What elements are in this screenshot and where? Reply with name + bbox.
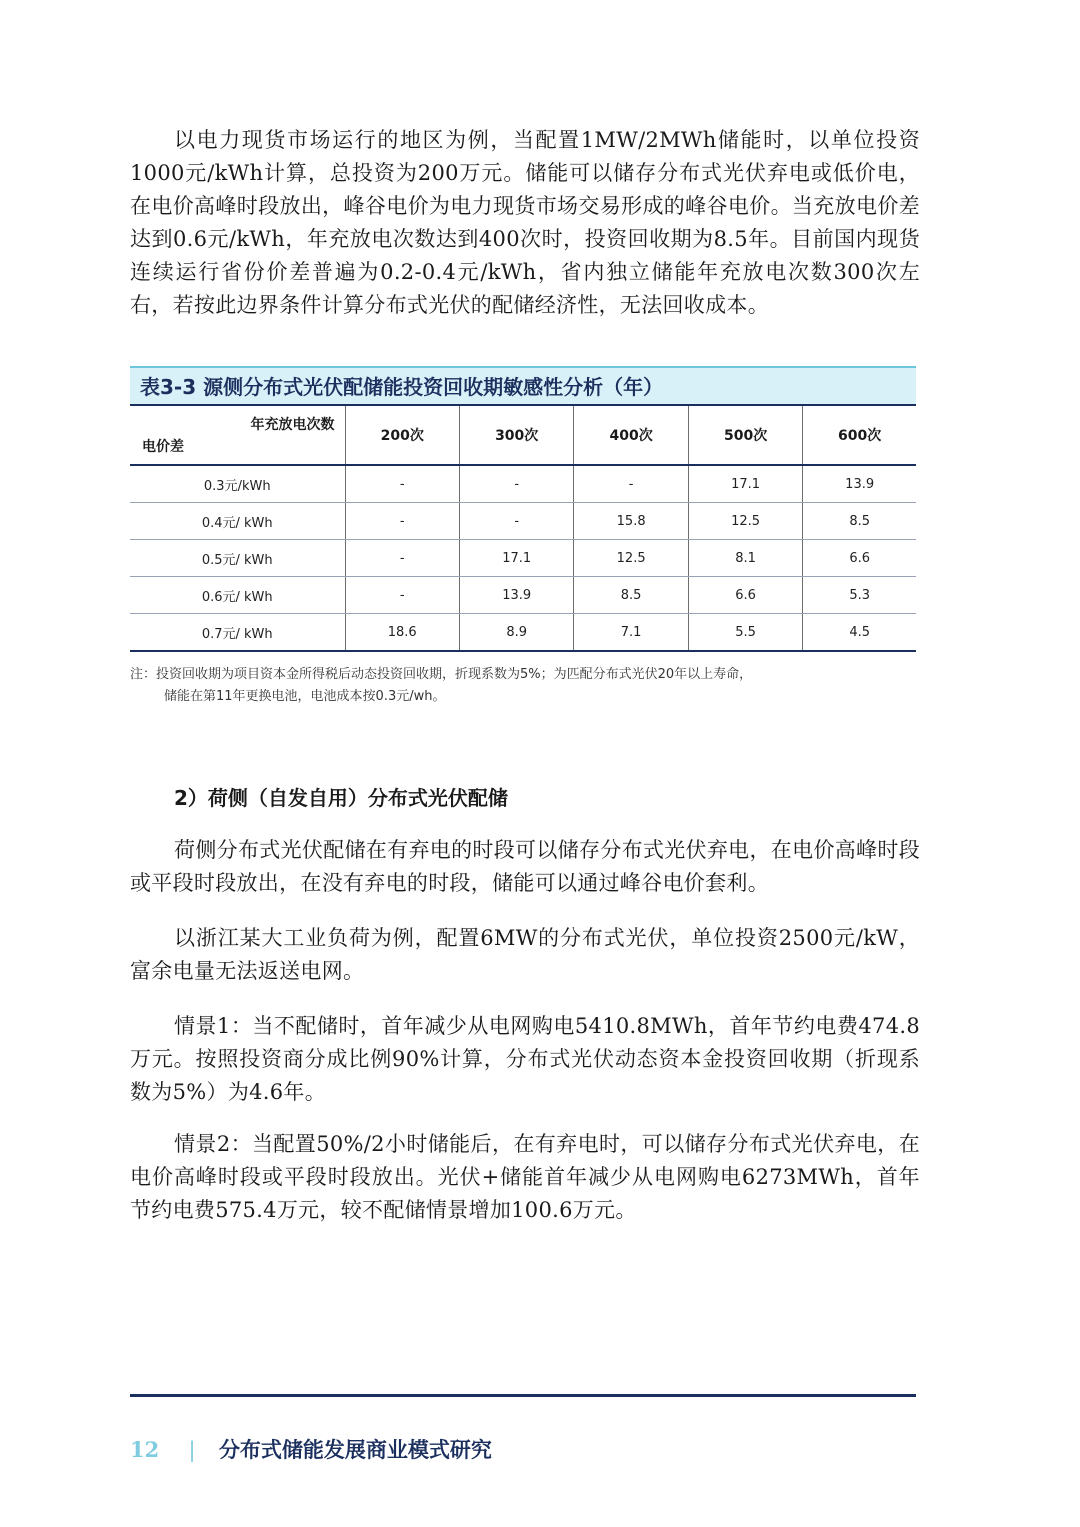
- table-cell: -: [459, 465, 573, 503]
- paragraph-3: 以浙江某大工业负荷为例，配置6MW的分布式光伏，单位投资2500元/kW，富余电量无法返送电网。: [130, 926, 920, 983]
- table-cell: -: [345, 577, 459, 614]
- row-label: 0.7元/ kWh: [130, 614, 345, 652]
- table-cell: 5.5: [688, 614, 802, 652]
- table-cell: -: [574, 465, 688, 503]
- table-cell: 6.6: [688, 577, 802, 614]
- footer-separator: |: [188, 1438, 196, 1462]
- row-label: 0.3元/kWh: [130, 465, 345, 503]
- note-line-1: 注：投资回收期为项目资本金所得税后动态投资回收期，折现系数为5%；为匹配分布式光伏20年以上寿命，: [130, 667, 753, 682]
- table-cell: 8.5: [574, 577, 688, 614]
- table-cell: 17.1: [459, 540, 573, 577]
- table-cell: -: [345, 465, 459, 503]
- note-line-2: 储能在第11年更换电池，电池成本按0.3元/wh。: [164, 689, 446, 704]
- table-row: [130, 577, 916, 614]
- page-number: 12: [130, 1437, 160, 1462]
- table-cell: 6.6: [803, 540, 916, 577]
- column-header: 600次: [803, 405, 916, 465]
- table-row: [130, 503, 916, 540]
- paragraph-2: 荷侧分布式光伏配储在有弃电的时段可以储存分布式光伏弃电，在电价高峰时段或平段时段放出，在没有弃电的时段，储能可以通过峰谷电价套利。: [130, 838, 920, 895]
- table-cell: 8.5: [803, 503, 916, 540]
- corner-left-label: 电价差: [142, 439, 184, 455]
- table-title: 表3-3 源侧分布式光伏配储能投资回收期敏感性分析（年）: [130, 366, 916, 404]
- table-cell: 12.5: [688, 503, 802, 540]
- corner-top-label: 年充放电次数: [250, 417, 335, 433]
- table-cell: 13.9: [459, 577, 573, 614]
- table-cell: 5.3: [803, 577, 916, 614]
- table-cell: -: [459, 503, 573, 540]
- table-cell: 17.1: [688, 465, 802, 503]
- column-header: 300次: [459, 405, 573, 465]
- table-cell: 13.9: [803, 465, 916, 503]
- table-cell: -: [345, 540, 459, 577]
- table-cell: 7.1: [574, 614, 688, 652]
- table-row: [130, 614, 916, 652]
- table-cell: -: [345, 503, 459, 540]
- table-row: [130, 540, 916, 577]
- row-label: 0.5元/ kWh: [130, 540, 345, 577]
- table-cell: 12.5: [574, 540, 688, 577]
- table-cell: 4.5: [803, 614, 916, 652]
- table-row: [130, 465, 916, 503]
- row-label: 0.6元/ kWh: [130, 577, 345, 614]
- section-heading: 2）荷侧（自发自用）分布式光伏配储: [174, 786, 508, 810]
- row-label: 0.4元/ kWh: [130, 503, 345, 540]
- paragraph-1: 以电力现货市场运行的地区为例，当配置1MW/2MWh储能时，以单位投资1000元/kWh计算，总投资为200万元。储能可以储存分布式光伏弃电或低价电，在电价高峰时段放出，峰谷电价为电力现货市场交易形成的峰谷电价。当充放电价差达到0.6元/kWh，年充放电次数达到400次时，投资回收期为8.5年。目前国内现货连续运行省份价差普遍为0.2-0.4元/kWh，省内独立储能年充放电次数300次左右，若按此边界条件计算分布式光伏的配储经济性，无法回收成本。: [130, 128, 920, 317]
- report-title: 分布式储能发展商业模式研究: [218, 1438, 492, 1462]
- footer-rule: [130, 1394, 916, 1397]
- sensitivity-table: [130, 404, 916, 652]
- column-header: 200次: [345, 405, 459, 465]
- table-cell: 8.1: [688, 540, 802, 577]
- column-header: 400次: [574, 405, 688, 465]
- column-header: 500次: [688, 405, 802, 465]
- paragraph-4: 情景1：当不配储时，首年减少从电网购电5410.8MWh，首年节约电费474.8万元。按照投资商分成比例90%计算，分布式光伏动态资本金投资回收期（折现系数为5%）为4.6年。: [130, 1014, 920, 1104]
- table-corner-header: [130, 405, 345, 465]
- table-cell: 8.9: [459, 614, 573, 652]
- page-footer: [130, 1434, 492, 1464]
- table-header-row: [130, 405, 916, 465]
- table-cell: 15.8: [574, 503, 688, 540]
- paragraph-5: 情景2：当配置50%/2小时储能后，在有弃电时，可以储存分布式光伏弃电，在电价高峰时段或平段时段放出。光伏+储能首年减少从电网购电6273MWh，首年节约电费575.4万元，较不配储情景增加100.6万元。: [130, 1132, 920, 1222]
- table-cell: 18.6: [345, 614, 459, 652]
- table-note: [130, 664, 920, 708]
